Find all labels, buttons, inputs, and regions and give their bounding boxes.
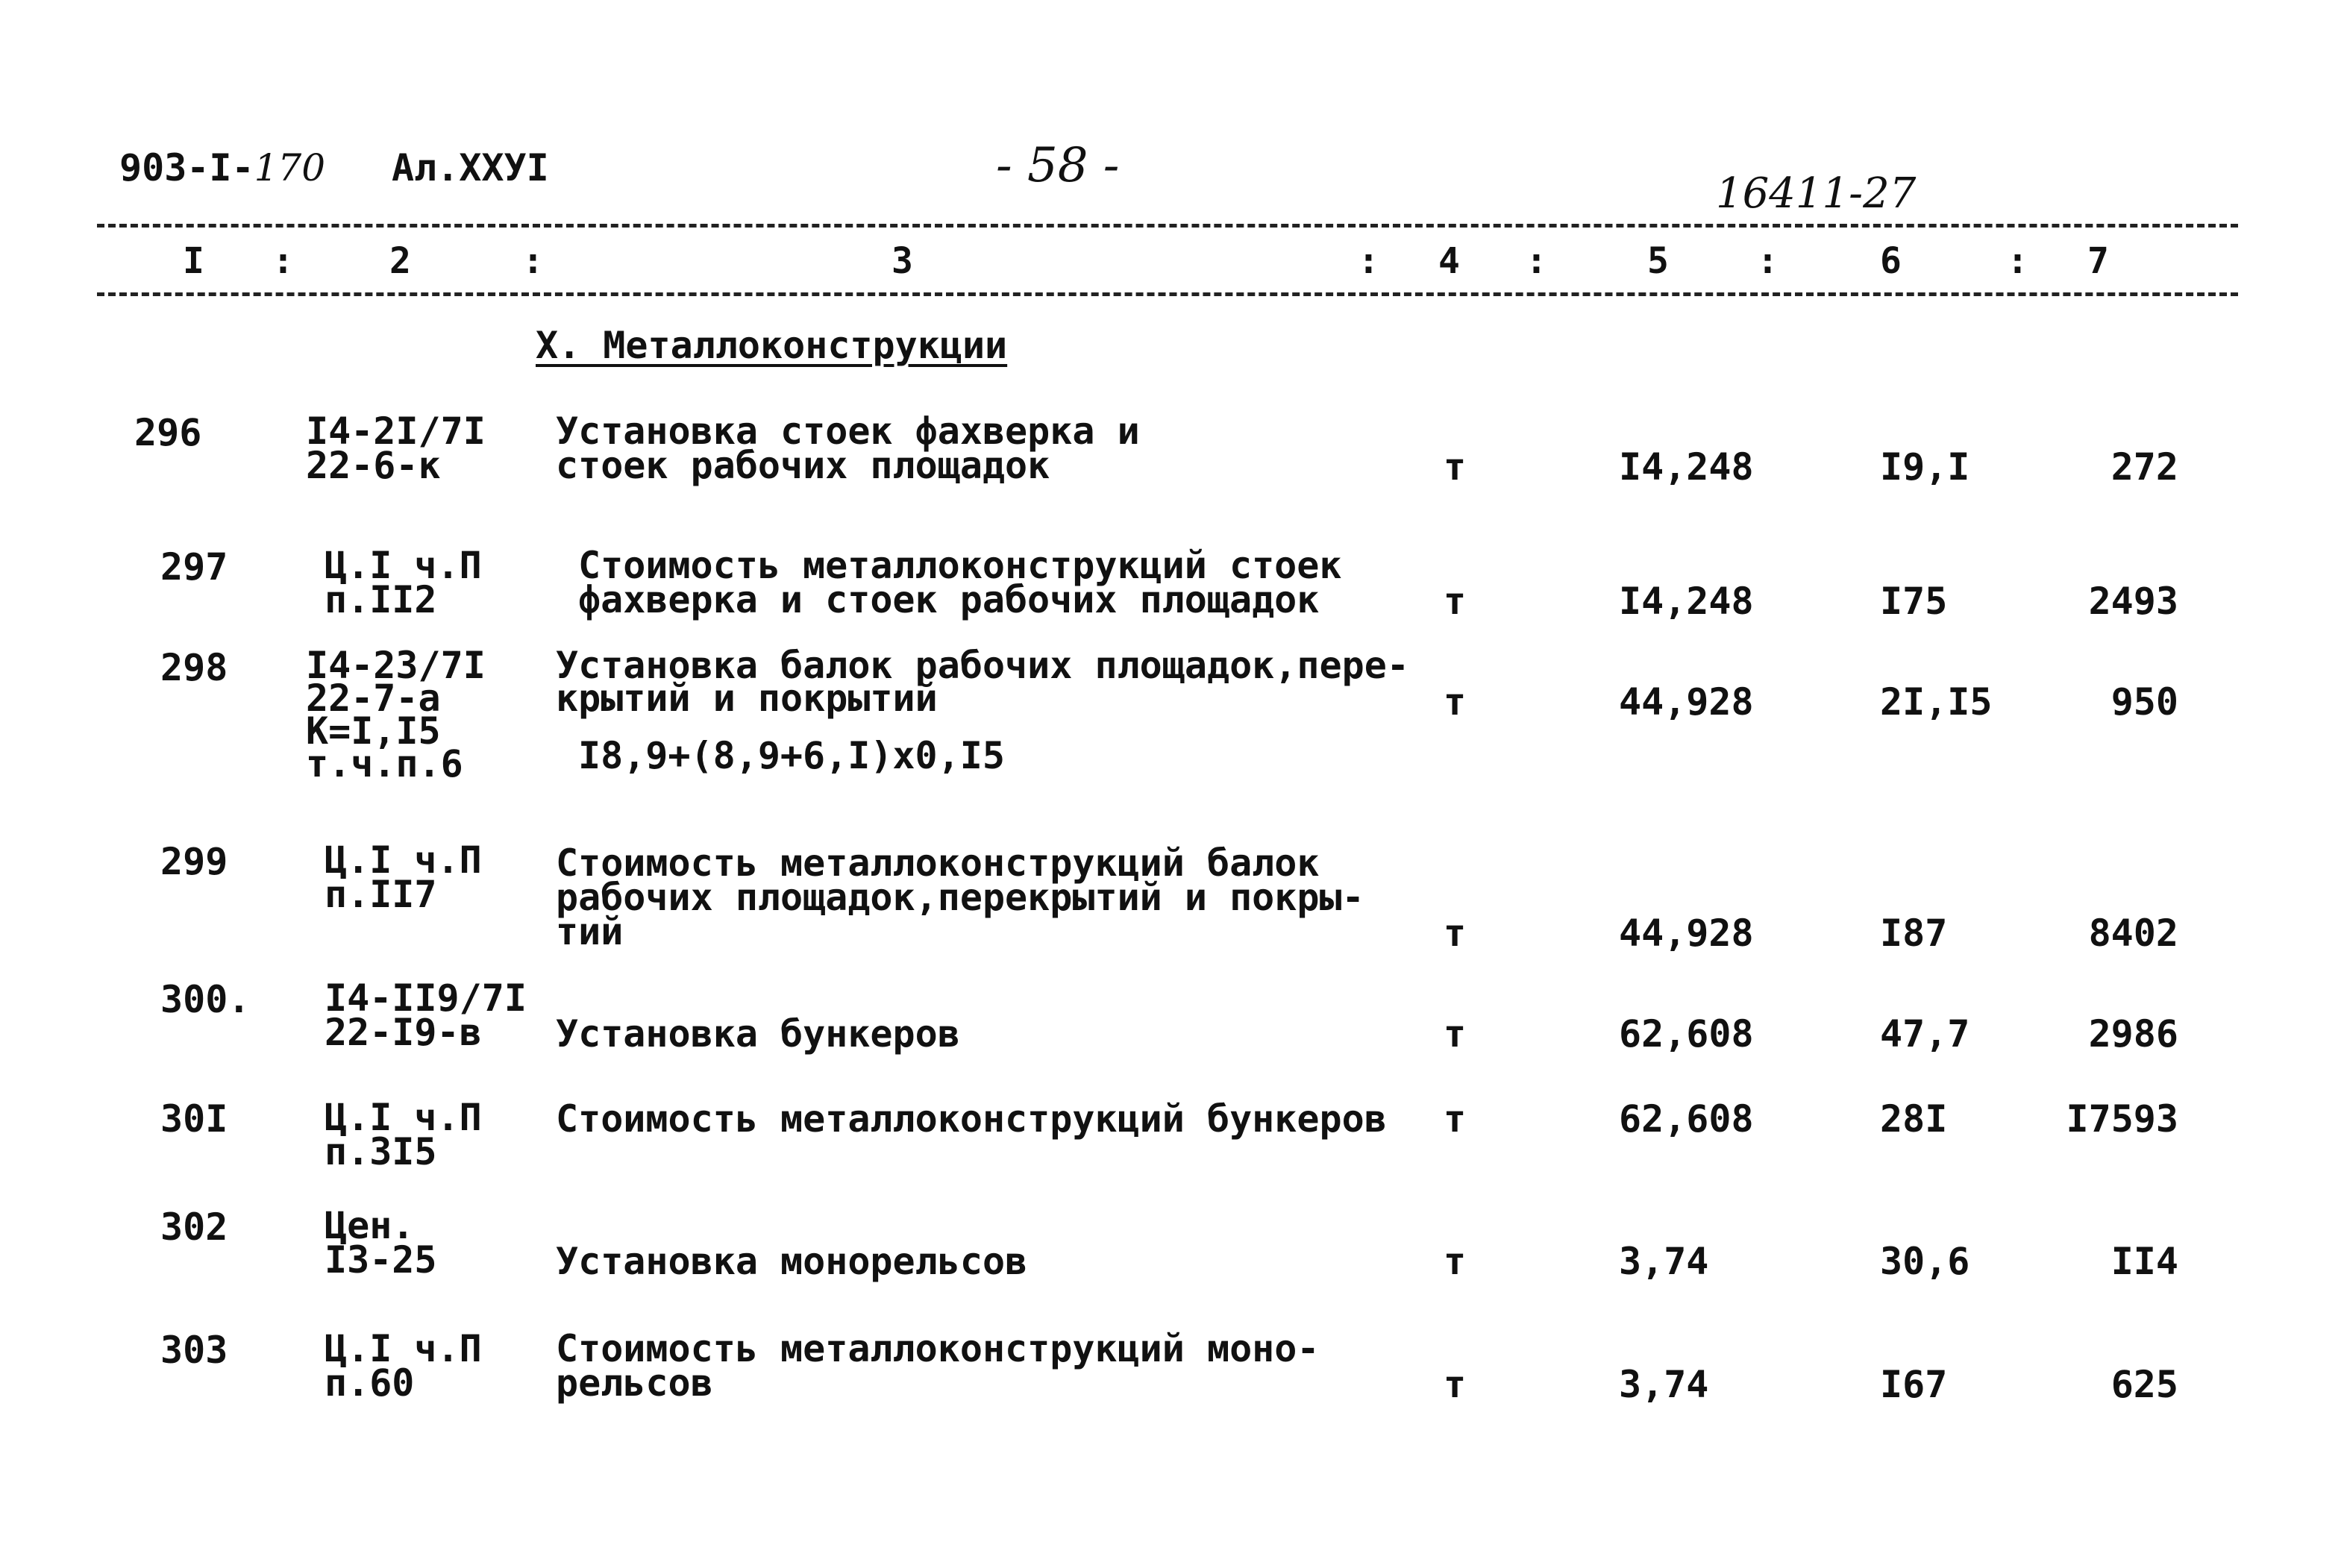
calculation-formula: I8,9+(8,9+6,I)x0,I5 (578, 734, 1005, 777)
unit: т (1443, 1012, 1467, 1056)
header-bottom-rule (97, 292, 2238, 296)
column-header-6: 6 (1880, 240, 1902, 282)
column-header-5: 5 (1647, 240, 1669, 282)
column-separator: : (522, 240, 544, 282)
row-number: 299 (160, 840, 228, 883)
album-number: Ал.XXУI (392, 146, 549, 189)
column-separator: : (272, 240, 294, 282)
work-description: Стоимость металлоконструкций бункеров (556, 1097, 1387, 1141)
row-number: 296 (134, 411, 202, 454)
norm-code: I4-23/7I 22-7-а К=I,I5 т.ч.п.6 (306, 644, 486, 785)
section-title: X. Металлоконструкции (536, 324, 1008, 367)
unit: т (1443, 1363, 1467, 1406)
unit-price: I75 (1880, 580, 1948, 623)
row-number: 303 (160, 1329, 228, 1372)
unit: т (1443, 1097, 1467, 1141)
row-number: 298 (160, 646, 228, 689)
column-separator: : (1358, 240, 1379, 282)
total-cost: I7593 (2066, 1097, 2178, 1141)
work-description: Установка стоек фахверка и стоек рабочих площадок (556, 410, 1140, 487)
unit: т (1443, 680, 1467, 724)
quantity: 3,74 (1619, 1363, 1709, 1406)
unit: т (1443, 580, 1467, 623)
archive-stamp-number: 16411-27 (1716, 169, 1917, 218)
column-header-2: 2 (389, 240, 411, 282)
quantity: 3,74 (1619, 1240, 1709, 1283)
column-separator: : (1757, 240, 1779, 282)
norm-code: Ц.I ч.П п.II2 (325, 544, 482, 621)
row-number: 300. (160, 978, 251, 1021)
document-code-printed: 903-I- (119, 146, 254, 189)
quantity: 44,928 (1619, 912, 1754, 955)
quantity: I4,248 (1619, 445, 1754, 489)
unit-price: 30,6 (1880, 1240, 1970, 1283)
header-top-rule (97, 224, 2238, 228)
unit-price: I87 (1880, 912, 1948, 955)
norm-code: I4-II9/7I 22-I9-в (325, 976, 527, 1054)
total-cost: 2493 (2088, 580, 2178, 623)
norm-code: Ц.I ч.П п.3I5 (325, 1096, 482, 1173)
unit-price: I67 (1880, 1363, 1948, 1406)
row-number: 297 (160, 545, 228, 589)
row-number: 302 (160, 1205, 228, 1249)
unit-price: 28I (1880, 1097, 1948, 1141)
total-cost: 2986 (2088, 1012, 2178, 1056)
unit: т (1443, 1240, 1467, 1283)
total-cost: 625 (2110, 1363, 2178, 1406)
row-number: 30I (160, 1097, 228, 1141)
column-header-1: I (183, 240, 204, 282)
unit-price: 47,7 (1880, 1012, 1970, 1056)
unit: т (1443, 912, 1467, 955)
page-number: - 58 - (996, 138, 1120, 193)
quantity: 62,608 (1619, 1012, 1754, 1056)
document-code-handwritten: 170 (254, 146, 326, 189)
work-description: Стоимость металлоконструкций балок рабочих площадок,перекрытий и покры- тий (556, 841, 1364, 953)
norm-code: Ц.I ч.П п.60 (325, 1327, 482, 1405)
unit-price: 2I,I5 (1880, 680, 1993, 724)
norm-code: Цен. I3-25 (325, 1204, 437, 1282)
norm-code: I4-2I/7I 22-6-к (306, 410, 486, 487)
column-header-3: 3 (891, 240, 913, 282)
quantity: I4,248 (1619, 580, 1754, 623)
unit: т (1443, 445, 1467, 489)
work-description: Установка балок рабочих площадок,пере- крытий и покрытий (556, 644, 1409, 720)
quantity: 62,608 (1619, 1097, 1754, 1141)
total-cost: 272 (2110, 445, 2178, 489)
document-code (119, 146, 326, 189)
unit-price: I9,I (1880, 445, 1970, 489)
norm-code: Ц.I ч.П п.II7 (325, 838, 482, 916)
column-header-4: 4 (1438, 240, 1460, 282)
column-header-7: 7 (2087, 240, 2109, 282)
work-description: Установка монорельсов (556, 1240, 1028, 1283)
total-cost: II4 (2110, 1240, 2178, 1283)
column-separator: : (2007, 240, 2028, 282)
total-cost: 8402 (2088, 912, 2178, 955)
work-description: Стоимость металлоконструкций моно- рельсов (556, 1327, 1320, 1405)
total-cost: 950 (2110, 680, 2178, 724)
work-description: Установка бункеров (556, 1012, 960, 1056)
column-separator: : (1526, 240, 1547, 282)
quantity: 44,928 (1619, 680, 1754, 724)
work-description: Стоимость металлоконструкций стоек фахверка и стоек рабочих площадок (578, 544, 1342, 621)
